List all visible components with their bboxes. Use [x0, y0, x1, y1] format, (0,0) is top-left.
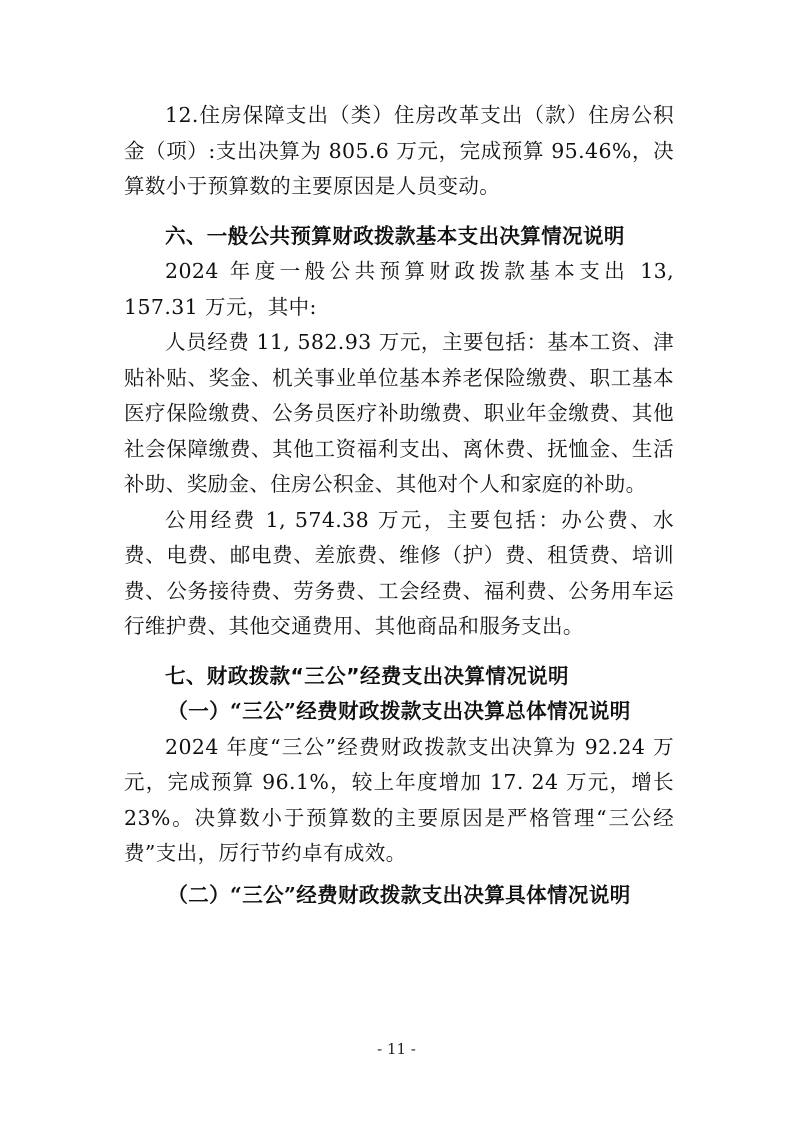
page-number: - 11 -	[377, 1040, 416, 1058]
section-heading-three-public: 七、财政拨款“三公”经费支出决算情况说明	[165, 663, 569, 688]
section-heading-basic-expenditure: 六、一般公共预算财政拨款基本支出决算情况说明	[165, 223, 625, 248]
paragraph-housing-fund: 12.住房保障支出（类）住房改革支出（款）住房公积金（项）:支出决算为 805.6 万元，完成预算 95.46%，决算数小于预算数的主要原因是人员变动。	[124, 103, 674, 198]
subheading-specific: （二）“三公”经费财政拨款支出决算具体情况说明	[167, 882, 631, 907]
subheading-overall: （一）“三公”经费财政拨款支出决算总体情况说明	[167, 699, 631, 723]
paragraph-three-public-overall: 2024 年度“三公”经费财政拨款支出决算为 92.24 万元，完成预算 96.1%，较上年度增加 17. 24 万元，增长 23%。决算数小于预算数的主要原因是严格管理“三公经费”支出，厉行节约卓有成效。	[124, 734, 674, 865]
paragraph-personnel-expenses: 人员经费 11, 582.93 万元，主要包括：基本工资、津贴补贴、奖金、机关事业单位基本养老保险缴费、职工基本医疗保险缴费、公务员医疗补助缴费、职业年金缴费、其他社会保障缴费、其他工资福利支出、离休费、抚恤金、生活补助、奖励金、住房公积金、其他对个人和家庭的补助。	[124, 330, 674, 496]
paragraph-basic-expenditure-total: 2024 年度一般公共预算财政拨款基本支出 13, 157.31 万元，其中:	[124, 259, 674, 319]
page-content	[124, 98, 674, 913]
paragraph-public-expenses: 公用经费 1, 574.38 万元，主要包括：办公费、水费、电费、邮电费、差旅费、维修（护）费、租赁费、培训费、公务接待费、劳务费、工会经费、福利费、公务用车运行维护费、其他交通费用、其他商品和服务支出。	[124, 507, 674, 638]
